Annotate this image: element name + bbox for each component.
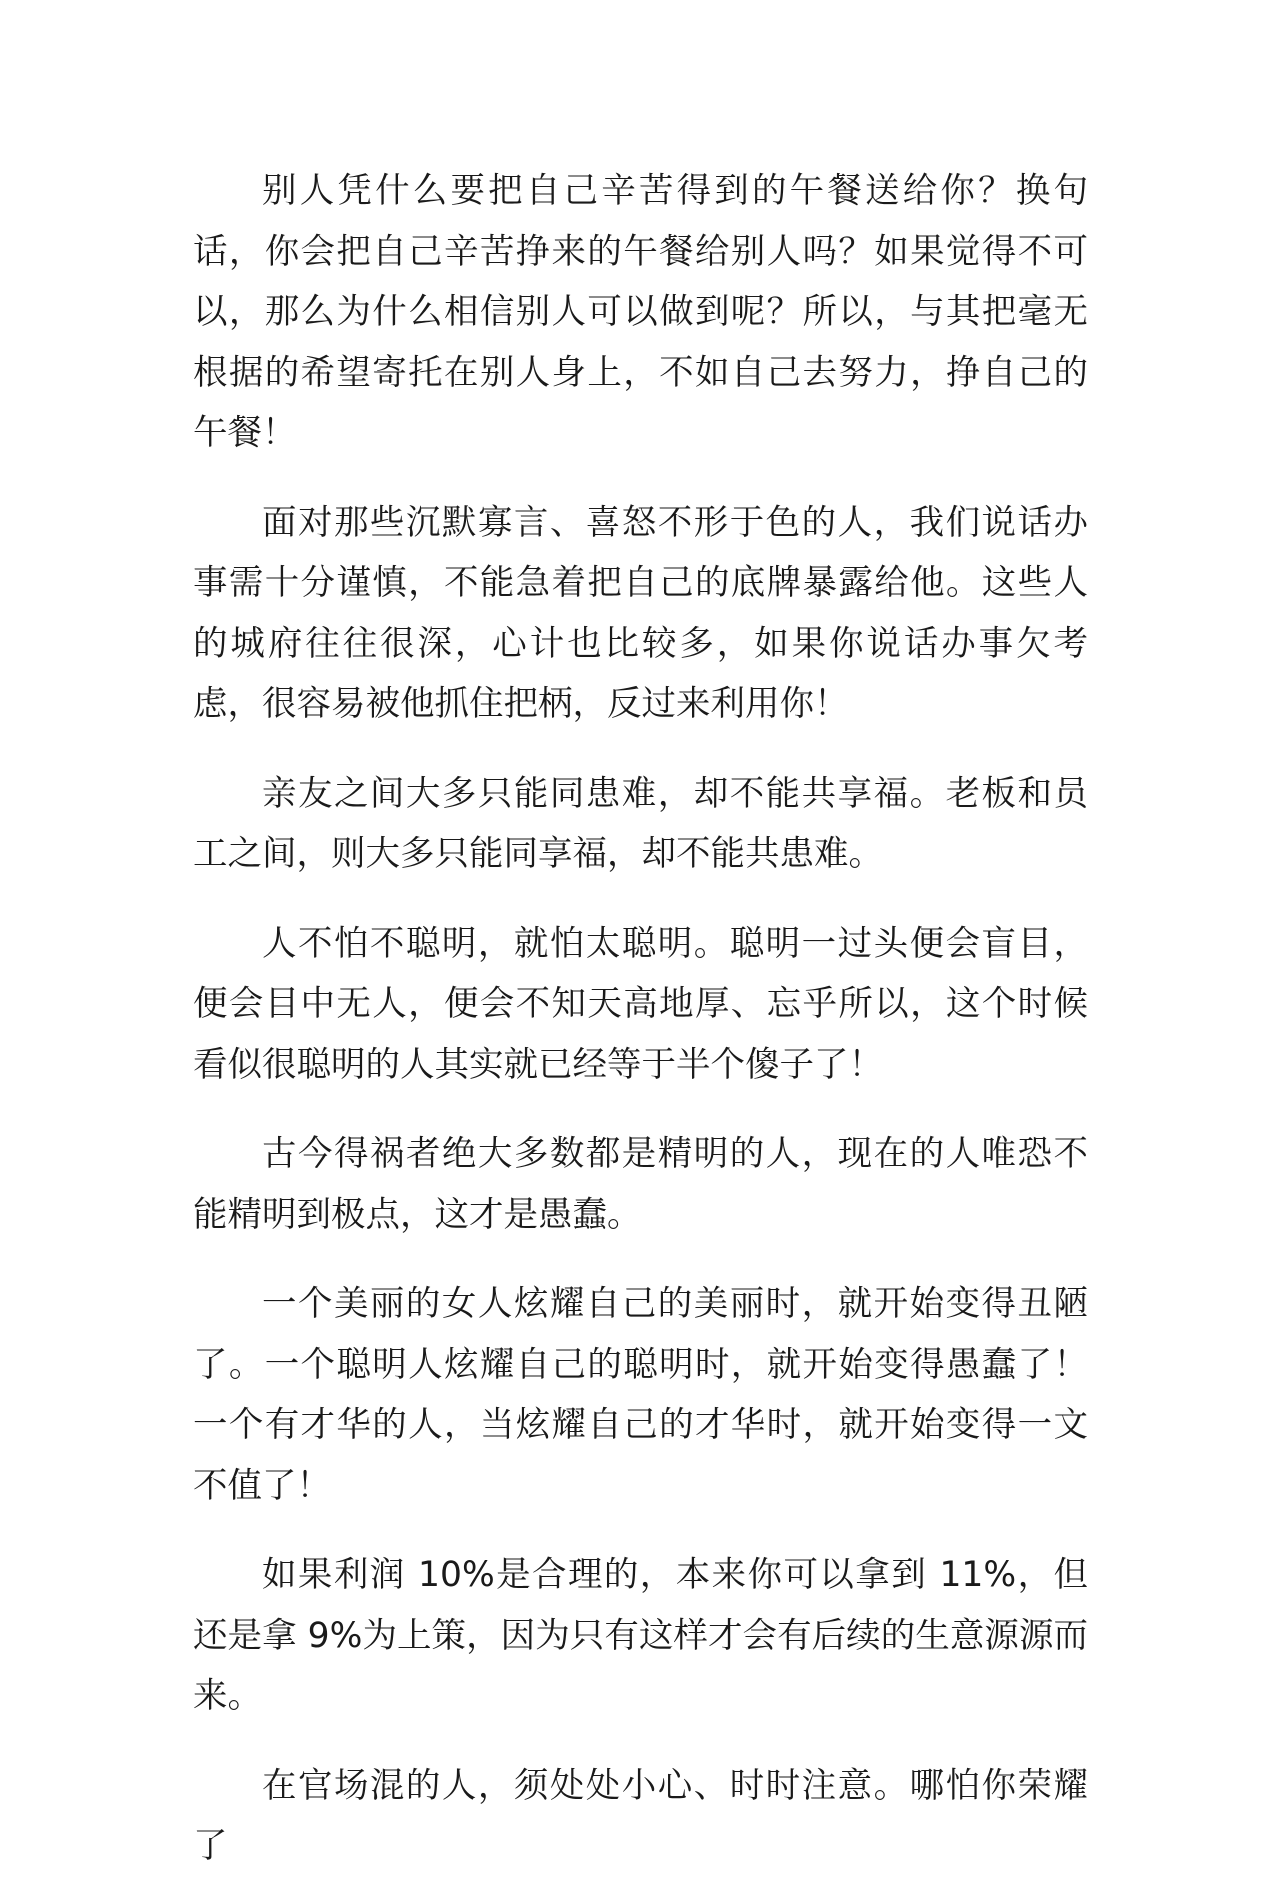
document-body — [193, 161, 1088, 1877]
paragraph-1: 别人凭什么要把自己辛苦得到的午餐送给你？换句话，你会把自己辛苦挣来的午餐给别人吗？如果觉得不可以，那么为什么相信别人可以做到呢？所以，与其把毫无根据的希望寄托在别人身上，不如自己去努力，挣自己的午餐！ — [193, 171, 1088, 453]
paragraph-3: 亲友之间大多只能同患难，却不能共享福。老板和员工之间，则大多只能同享福，却不能共患难。 — [193, 773, 1088, 874]
paragraph-5: 古今得祸者绝大多数都是精明的人，现在的人唯恐不能精明到极点，这才是愚蠢。 — [193, 1134, 1088, 1235]
paragraph-6: 一个美丽的女人炫耀自己的美丽时，就开始变得丑陋了。一个聪明人炫耀自己的聪明时，就开始变得愚蠢了！一个有才华的人，当炫耀自己的才华时，就开始变得一文不值了！ — [193, 1284, 1088, 1506]
paragraph-2: 面对那些沉默寡言、喜怒不形于色的人，我们说话办事需十分谨慎，不能急着把自己的底牌暴露给他。这些人的城府往往很深，心计也比较多，如果你说话办事欠考虑，很容易被他抓住把柄，反过来利用你！ — [193, 502, 1088, 724]
paragraph-8: 在官场混的人，须处处小心、时时注意。哪怕你荣耀了 — [193, 1765, 1088, 1866]
paragraph-7: 如果利润 10%是合理的，本来你可以拿到 11%，但还是拿 9%为上策，因为只有这样才会有后续的生意源源而来。 — [193, 1555, 1088, 1716]
paragraph-4: 人不怕不聪明，就怕太聪明。聪明一过头便会盲目，便会目中无人，便会不知天高地厚、忘乎所以，这个时候看似很聪明的人其实就已经等于半个傻子了！ — [193, 923, 1088, 1085]
